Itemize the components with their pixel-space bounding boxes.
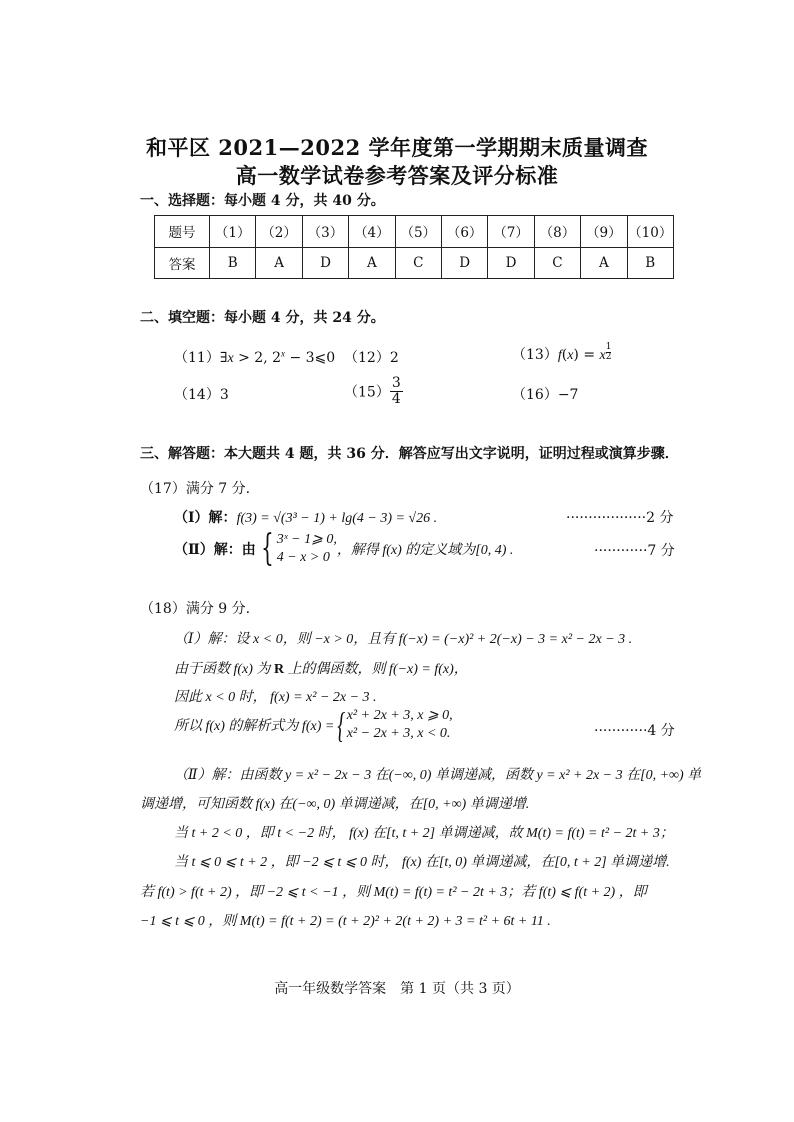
answer-q15: （15） $\frac{3}{4}$ <box>344 375 401 407</box>
table-cell: D <box>302 247 348 279</box>
q18-line4: 所以 f(x) 的解析式为 f(x) = { x² + 2x + 3, x ⩾ 0, x² − 2x + 3, x < 0. <box>174 705 453 745</box>
table-cell: （2） <box>256 216 302 248</box>
answer-q13: （13）f(x) = x $^{\frac{1}{2}}$ <box>512 342 612 363</box>
page-title: 和平区 2021—2022 学年度第一学期期末质量调查 <box>145 135 648 160</box>
table-cell: （7） <box>488 216 534 248</box>
answer-table <box>154 215 674 279</box>
section1-heading: 一、选择题：每小题 4 分，共 40 分。 <box>140 193 385 209</box>
table-cell: （10） <box>627 216 673 248</box>
table-header-cell: 答案 <box>155 247 210 279</box>
table-cell: （4） <box>349 216 395 248</box>
q18-line9: 若 f(t) > f(t + 2) ，即 −2 ⩽ t < −1 ，则 M(t) = f(t) = t² − 2t + 3；若 f(t) ⩽ f(t + 2) ，即 <box>140 885 647 900</box>
answer-q16: （16）−7 <box>512 387 579 403</box>
table-cell: （3） <box>302 216 348 248</box>
table-cell: （5） <box>395 216 441 248</box>
table-cell: D <box>488 247 534 279</box>
table-cell: A <box>349 247 395 279</box>
table-cell: C <box>534 247 580 279</box>
q17-cases: 3ˣ − 1⩾ 0, 4 − x > 0 <box>276 532 337 565</box>
table-cell: D <box>441 247 487 279</box>
page-subtitle: 高一数学试卷参考答案及评分标准 <box>235 163 559 188</box>
section3-heading: 三、解答题：本大题共 4 题，共 36 分．解答应写出文字说明，证明过程或演算步骤． <box>140 446 679 462</box>
table-row-numbers <box>155 216 674 248</box>
q18-line8: 当 t ⩽ 0 ⩽ t + 2 ，即 −2 ⩽ t ⩽ 0 时， f(x) 在[t, 0) 单调递减，在[0, t + 2] 单调递增. <box>174 855 670 870</box>
q17-part2: （Ⅱ）解：由 { 3ˣ − 1⩾ 0, 4 − x > 0 ，解得 f(x) 的定义域为[0, 4) . <box>174 528 514 569</box>
table-cell: （9） <box>581 216 627 248</box>
answer-q14: （14）3 <box>174 387 229 403</box>
table-cell: （1） <box>210 216 256 248</box>
q18-cases: x² + 2x + 3, x ⩾ 0, x² − 2x + 3, x < 0. <box>346 708 453 741</box>
answer-q12: （12）2 <box>344 350 399 366</box>
q18-line2: 由于函数 f(x) 为 R 上的偶函数，则 f(−x) = f(x)， <box>174 662 468 677</box>
q18-line6: 调递增，可知函数 f(x) 在(−∞, 0) 单调递减，在[0, +∞) 单调递增. <box>140 797 530 812</box>
q18-line1: （Ⅰ）解：设 x < 0，则 −x > 0，且有 f(−x) = (−x)² + 2(−x) − 3 = x² − 2x − 3 . <box>174 632 633 647</box>
table-cell: （6） <box>441 216 487 248</box>
table-cell: A <box>581 247 627 279</box>
table-cell: B <box>627 247 673 279</box>
table-cell: C <box>395 247 441 279</box>
table-cell: （8） <box>534 216 580 248</box>
brace-symbol: { <box>337 705 346 745</box>
q17-part1: （Ⅰ）解：f(3) = √(3³ − 1) + lg(4 − 3) = √26 . <box>174 510 438 526</box>
brace-symbol: { <box>260 528 274 569</box>
q18-line10: −1 ⩽ t ⩽ 0 ，则 M(t) = f(t + 2) = (t + 2)² + 2(t + 2) + 3 = t² + 6t + 11 . <box>140 914 551 929</box>
q17-score2: ············7 分 <box>594 543 675 559</box>
q18-line5: （Ⅱ）解：由函数 y = x² − 2x − 3 在(−∞, 0) 单调递减，函数 y = x² + 2x − 3 在[0, +∞) 单 <box>174 768 702 783</box>
table-cell: A <box>256 247 302 279</box>
q18-score1: ············4 分 <box>594 723 675 739</box>
q18-line7: 当 t + 2 < 0 ，即 t < −2 时， f(x) 在[t, t + 2] 单调递减，故 M(t) = f(t) = t² − 2t + 3； <box>174 826 674 841</box>
section2-heading: 二、填空题：每小题 4 分，共 24 分。 <box>140 310 385 326</box>
q17-score1: ··················2 分 <box>566 510 674 526</box>
q18-line3: 因此 x < 0 时， f(x) = x² − 2x − 3 . <box>174 690 377 705</box>
table-cell: B <box>210 247 256 279</box>
q17-title: （17）满分 7 分. <box>140 481 251 497</box>
q18-title: （18）满分 9 分. <box>140 601 251 617</box>
page-footer: 高一年级数学答案 第 1 页（共 3 页） <box>274 981 520 997</box>
table-row-answers <box>155 247 674 279</box>
table-header-cell: 题号 <box>155 216 210 248</box>
answer-q11: （11）∃x > 2, $2^x$ − 3⩽0 <box>174 348 336 366</box>
